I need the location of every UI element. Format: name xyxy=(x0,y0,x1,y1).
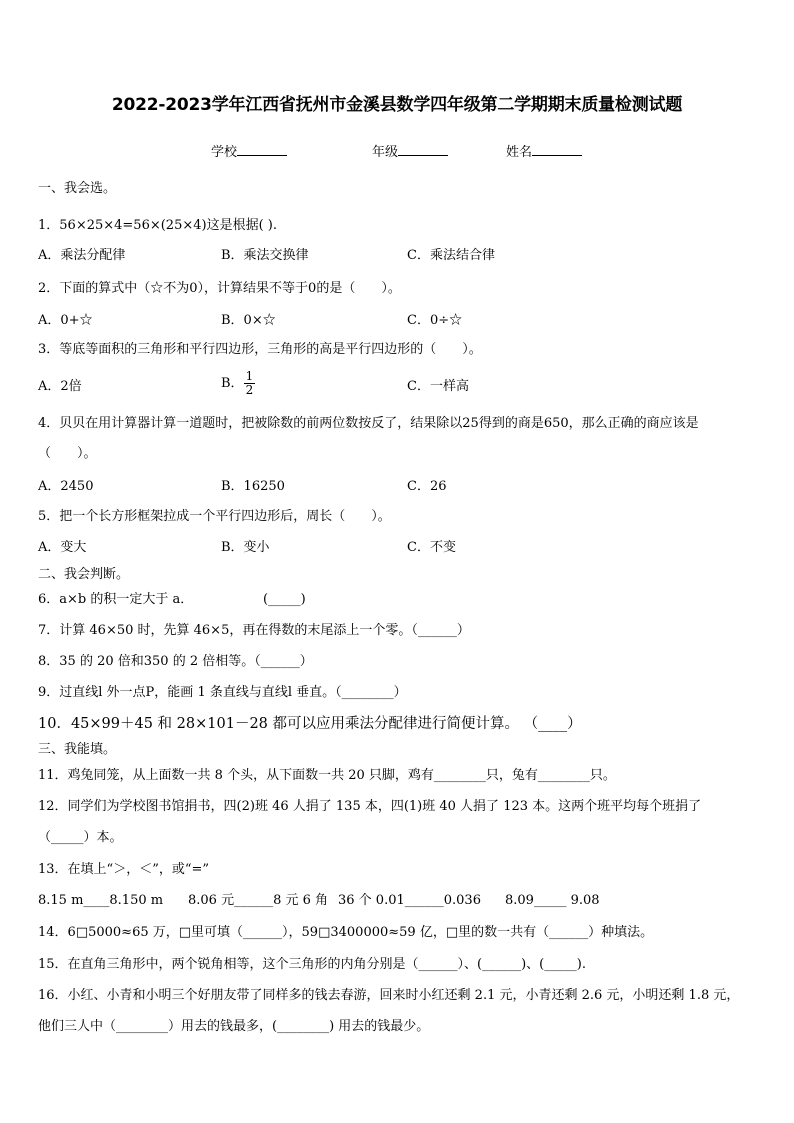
name-label: 姓名 xyxy=(506,145,533,160)
q3-option-c[interactable]: C．一样高 xyxy=(407,379,469,394)
question-12-cont: （_____）本。 xyxy=(38,830,123,845)
q1-option-c[interactable]: C．乘法结合律 xyxy=(407,248,495,263)
fraction-one-half: $\frac{1}{2}$ xyxy=(245,369,254,397)
section-heading-1: 一、我会选。 xyxy=(38,181,117,196)
question-10: 10．45×99＋45 和 28×101－28 都可以应用乘法分配律进行简便计算。 （____） xyxy=(38,716,582,732)
q3-option-b-letter: B． xyxy=(221,376,244,391)
grade-blank[interactable] xyxy=(398,143,448,156)
compare-item-1[interactable]: 8.15 m____8.150 m xyxy=(38,893,164,908)
q4-option-b[interactable]: B．16250 xyxy=(221,479,285,494)
question-5: 5．把一个长方形框架拉成一个平行四边形后，周长（ ）。 xyxy=(38,509,391,524)
question-16: 16．小红、小青和小明三个好朋友带了同样多的钱去春游，回来时小红还剩 2.1 元，小青还剩 2.6 元，小明还剩 1.8 元， xyxy=(38,988,740,1003)
section-heading-3: 三、我能填。 xyxy=(38,742,117,757)
school-blank[interactable] xyxy=(237,143,287,156)
question-11: 11．鸡兔同笼，从上面数一共 8 个头，从下面数一共 20 只脚，鸡有________只，兔有________只。 xyxy=(38,768,616,783)
name-blank[interactable] xyxy=(532,143,582,156)
question-16-cont: 他们三人中（________）用去的钱最多，(________) 用去的钱最少。 xyxy=(38,1019,430,1034)
section-heading-2: 二、我会判断。 xyxy=(38,567,130,582)
q1-option-a[interactable]: A．乘法分配律 xyxy=(38,248,126,263)
question-9: 9．过直线l 外一点P，能画 1 条直线与直线l 垂直。（________） xyxy=(38,685,407,700)
q2-option-a[interactable]: A．0+☆ xyxy=(38,313,93,328)
name-field[interactable] xyxy=(506,141,582,160)
q5-option-b[interactable]: B．变小 xyxy=(221,540,270,555)
q2-option-c[interactable]: C．0÷☆ xyxy=(407,313,463,328)
q5-option-c[interactable]: C．不变 xyxy=(407,540,456,555)
question-8: 8．35 的 20 倍和350 的 2 倍相等。（______） xyxy=(38,654,313,669)
question-6-text: 6．a×b 的积一定大于 a． xyxy=(38,592,194,607)
question-14: 14．6□5000≈65 万，□里可填（______），59□3400000≈59 亿，□里的数一共有（______）种填法。 xyxy=(38,925,654,940)
grade-field[interactable] xyxy=(372,141,448,160)
question-7: 7．计算 46×50 时，先算 46×5，再在得数的末尾添上一个零。（______） xyxy=(38,623,470,638)
q1-option-b[interactable]: B．乘法交换律 xyxy=(221,248,309,263)
school-label: 学校 xyxy=(211,145,238,160)
question-15: 15．在直角三角形中，两个锐角相等，这个三角形的内角分别是（______）、(______)、(_____). xyxy=(38,957,586,972)
question-3: 3．等底等面积的三角形和平行四边形，三角形的高是平行四边形的（ ）。 xyxy=(38,342,482,357)
compare-item-3[interactable]: 36 个 0.01______0.036 xyxy=(338,893,481,908)
grade-label: 年级 xyxy=(372,145,399,160)
question-1: 1．56×25×4=56×(25×4)这是根据( ). xyxy=(38,218,277,233)
compare-item-2[interactable]: 8.06 元______8 元 6 角 xyxy=(188,893,329,908)
question-4: 4．贝贝在用计算器计算一道题时，把被除数的前两位数按反了，结果除以25得到的商是650，那么正确的商应该是 xyxy=(38,416,699,431)
q5-option-a[interactable]: A．变大 xyxy=(38,540,87,555)
question-13-items xyxy=(38,893,758,909)
question-4-cont: （ ）。 xyxy=(38,446,97,461)
question-6-blank[interactable]: (_____) xyxy=(263,592,306,607)
q3-option-b[interactable] xyxy=(221,370,255,397)
q4-option-c[interactable]: C．26 xyxy=(407,479,447,494)
q4-option-a[interactable]: A．2450 xyxy=(38,479,94,494)
school-field[interactable] xyxy=(211,141,287,160)
compare-item-4[interactable]: 8.09_____ 9.08 xyxy=(505,893,600,908)
question-6 xyxy=(38,592,306,608)
q3-option-a[interactable]: A．2倍 xyxy=(38,379,82,394)
question-13: 13．在填上“＞，＜”，或“=” xyxy=(38,862,210,877)
question-12: 12．同学们为学校图书馆捐书，四(2)班 46 人捐了 135 本，四(1)班 40 人捐了 123 本。这两个班平均每个班捐了 xyxy=(38,799,702,814)
page-title: 2022-2023学年江西省抚州市金溪县数学四年级第二学期期末质量检测试题 xyxy=(111,95,683,115)
question-2: 2．下面的算式中（☆不为0），计算结果不等于0的是（ ）。 xyxy=(38,281,401,296)
q2-option-b[interactable]: B．0×☆ xyxy=(221,313,276,328)
